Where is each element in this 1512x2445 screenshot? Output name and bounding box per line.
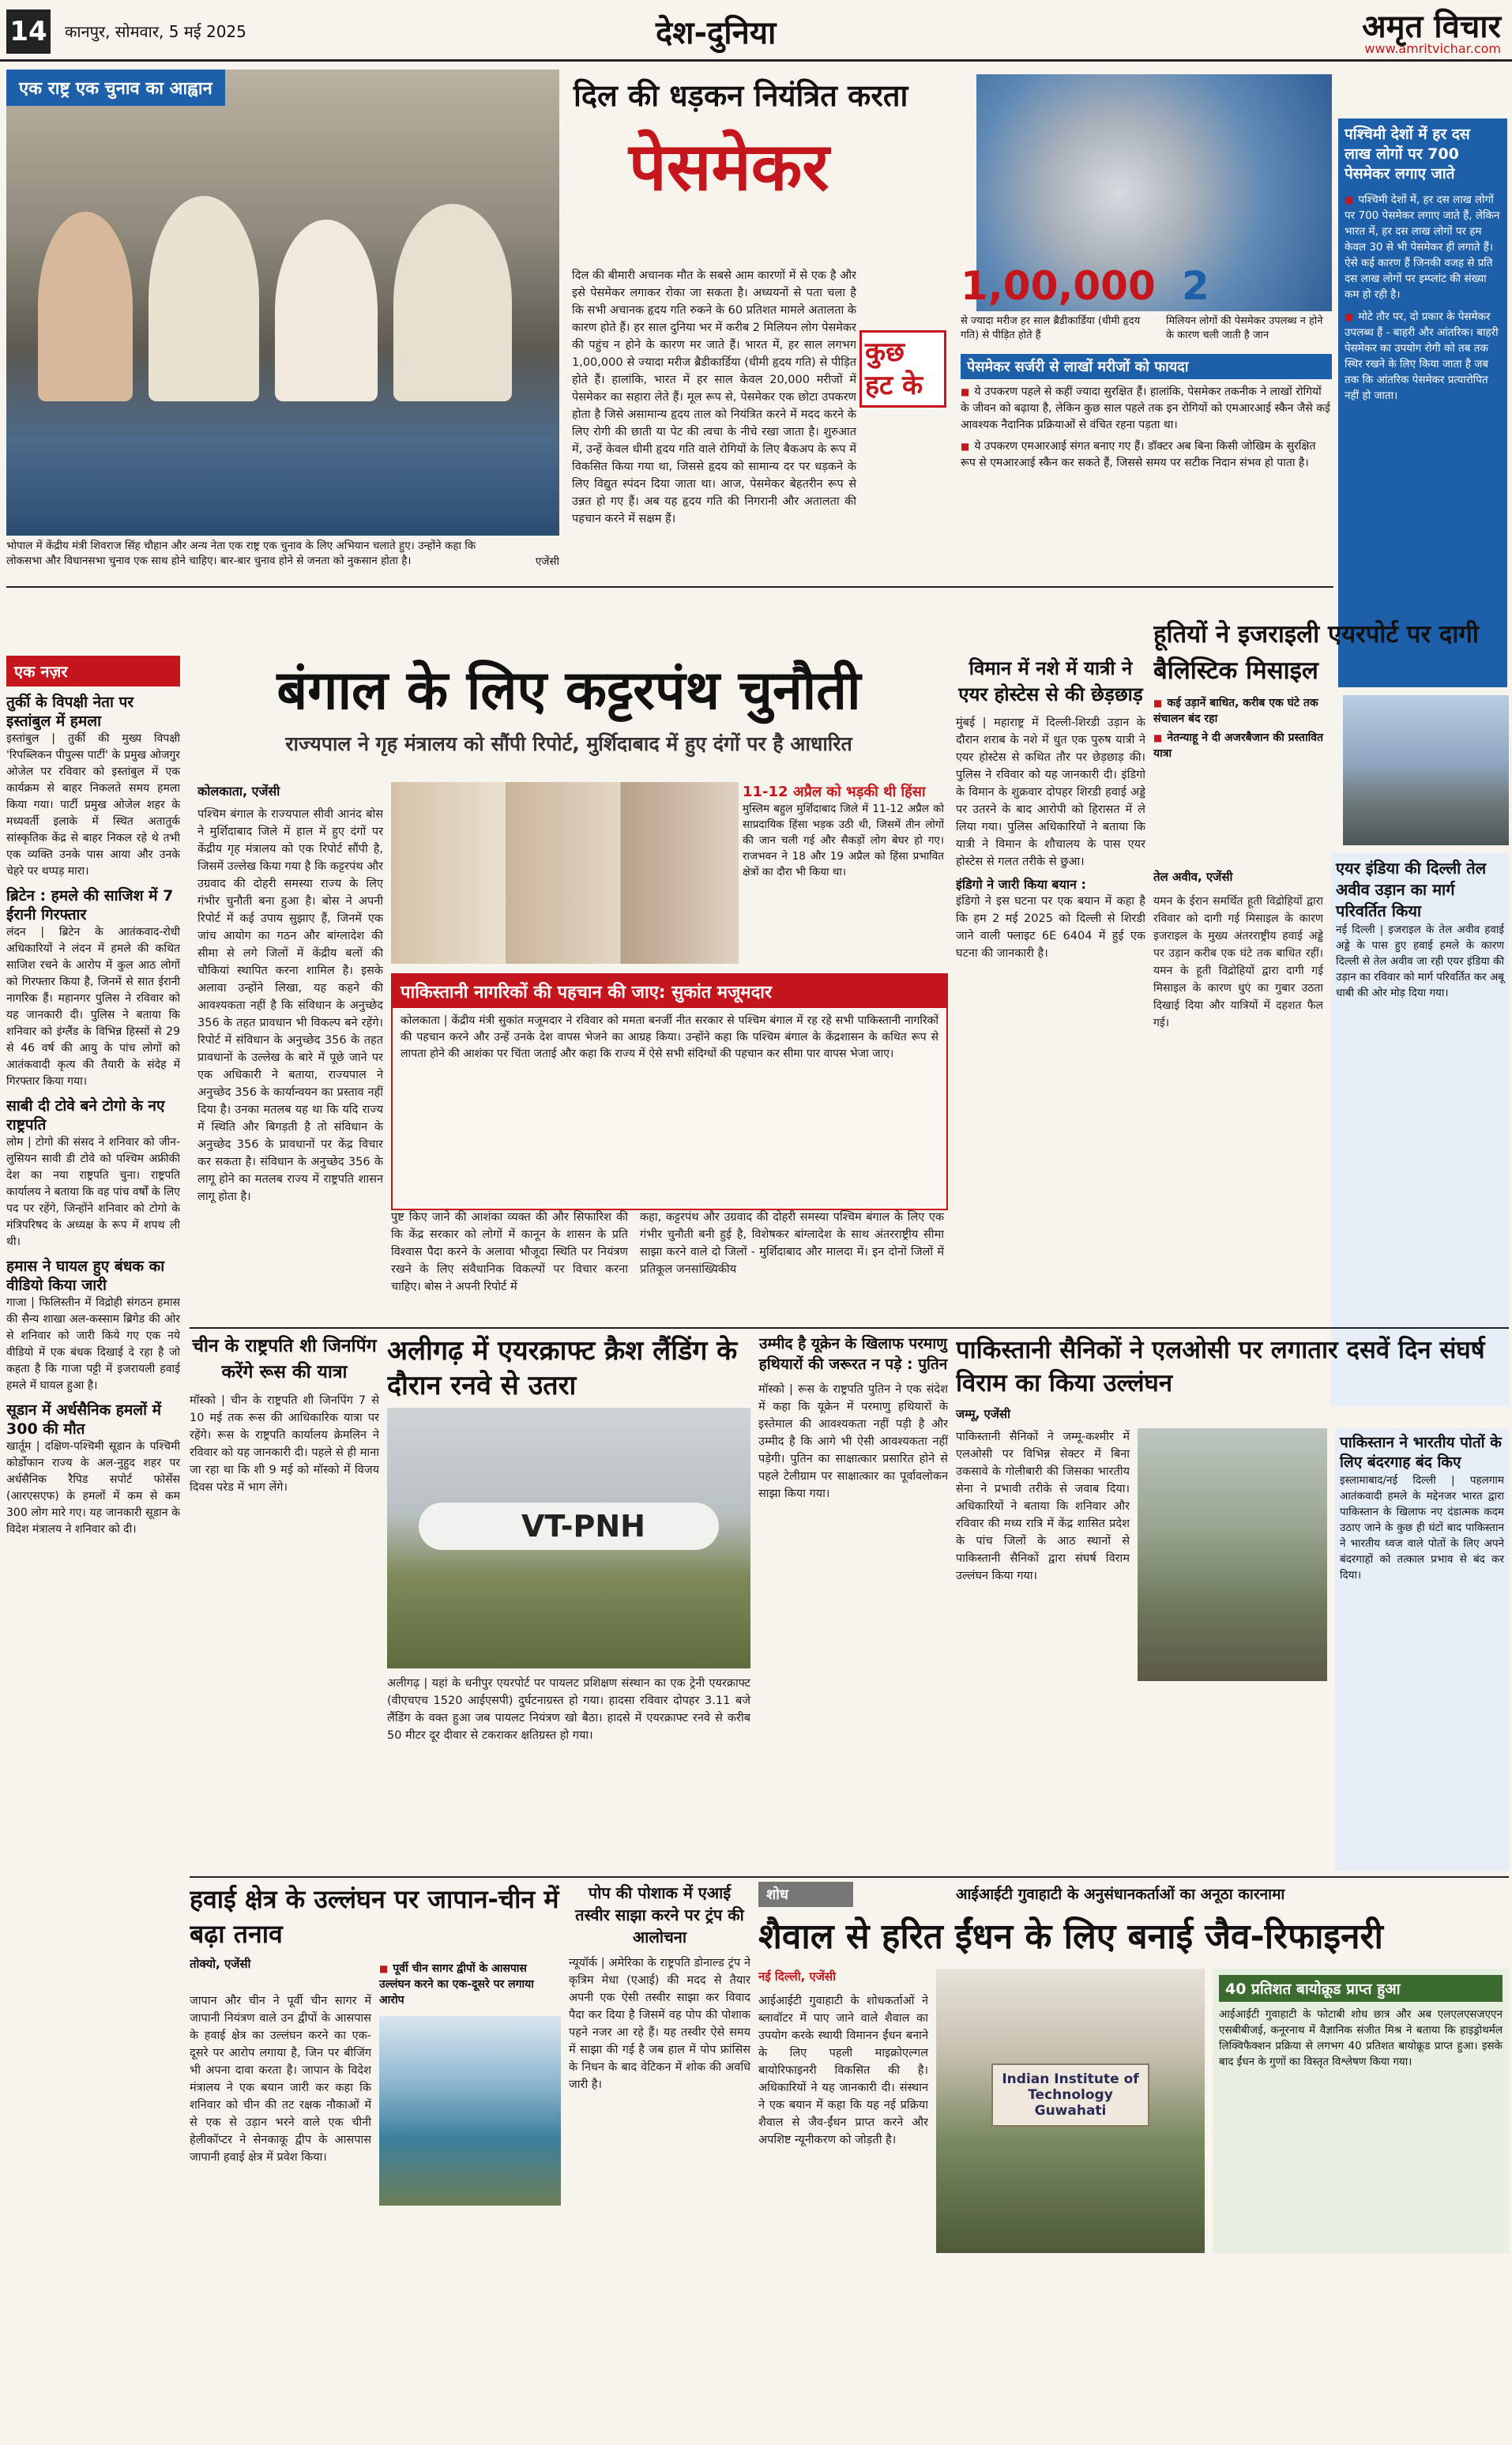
pacemaker-points: ■ ये उपकरण पहले से कहीं ज्यादा सुरक्षित हैं। हालांकि, पेसमेकर तकनीक ने लाखों रोगियों के जीवन को बढ़ाया है, लेकिन कुछ साल पहले तक इन रोगियों को एमआरआई स्कैन जैसे कई आवश्यक नैदानिक प्रक्रियाओं से वंचित रहना पड़ता था। ■ ये उपकरण एमआरआई संगत बनाए गए हैं। डॉक्टर अब बिना किसी जोखिम के सुरक्षित रूप से एमआरआई स्कैन कर सकते हैं, जिससे समय पर सटीक निदान संभव हो पाता है। [961,384,1332,581]
bengal-headline: बंगाल के लिए कट्टरपंथ चुनौती [276,660,861,722]
japan-headline: हवाई क्षेत्र के उल्लंघन पर जापान-चीन में बढ़ा तनाव [190,1884,559,1949]
bengal-dateline: कोलकाता, एजेंसी [197,784,280,799]
loc-headline: पाकिस्तानी सैनिकों ने एलओसी पर लगातार दसवें दिन संघर्ष विराम का किया उल्लंघन [956,1336,1485,1397]
pope-headline: पोप की पोशाक में एआई तस्वीर साझा करने पर ट्रंप की आलोचना [575,1883,744,1947]
divider [6,586,1333,588]
iit-sign: Indian Institute of Technology Guwahati [991,2063,1149,2127]
photo-label: एक राष्ट्र एक चुनाव का आह्वान [6,70,225,106]
shodh-label: शोध [758,1882,853,1907]
brief-item: हमास ने घायल हुए बंधक का वीडियो किया जारी गाजा | फिलिस्तीन में विद्रोही संगठन हमास की सैन्य शाखा अल-कस्साम ब्रिगेड की ओर से शनिवार को जारी किये गए एक नये वीडियो में एक बंधक दिखाई दे रहा है जो कहता है कि गाजा पट्टी में इजरायली हवाई हमले में घायल हुआ है। [6,1258,180,1392]
website-url[interactable]: www.amritvichar.com [1364,41,1501,56]
crowd-figures [38,180,528,401]
stat-one-value: 1,00,000 [961,263,1156,309]
brand-logo: अमृत विचार [1362,9,1501,45]
biocrude-box: 40 प्रतिशत बायोक्रूड प्राप्त हुआ आईआईटी गुवाहाटी के फोटाबी शोध छात्र और अब एलएलएसजएएन एसबीबीजई, कनूरनाथ में वैज्ञानिक संजीत मिश्र ने बताया कि हाइड्रोथर्मल लिक्विफैक्शन प्रक्रिया से लगभग 40 प्रतिशत बायोक्रूड प्राप्त हुआ। इसके बाद ईंधन के गुणों का विस्तृत विश्लेषण किया गया। [1213,1969,1509,2253]
houthi-dateline: तेल अवीव, एजेंसी [1153,870,1233,884]
soldier-photo [1138,1428,1327,1681]
ek-nazar-label: एक नज़र [6,656,180,686]
houthi-headline: हूतियों ने इजराइली एयरपोर्ट पर दागी बैलिस्टिक मिसाइल [1153,620,1479,685]
brief-item: सूडान में अर्धसैनिक हमलों में 300 की मौत खार्तूम | दक्षिण-पश्चिमी सूडान के पश्चिमी कोर्डोफान राज्य के अल-नुहुद शहर पर अर्धसैनिक रैपिड सपोर्ट फोर्सेस (आरएसएफ) के हमलों में कम से कम 300 लोग मारे गए। यह जानकारी सूडान के विदेश मंत्रालय ने शनिवार को दी। [6,1401,180,1536]
pakistani-identification-story: पाकिस्तानी नागरिकों की पहचान की जाए: सुकांत मजूमदार कोलकाता | केंद्रीय मंत्री सुकांत मजूमदार ने रविवार को ममता बनर्जी नीत सरकार से पश्चिम बंगाल में रह रहे सभी पाकिस्तानी नागरिकों की पहचान करने और उन्हें उनके देश वापस भेजने का आग्रह किया। उन्होंने कहा कि पश्चिम बंगाल के केंद्रशासन के कथित रूप से लापता होने की आशंका पर चिंता जताई और कहा कि राज्य में ऐसे सभी संदिग्धों की पहचान कर सीमा पार वापस भेजा जाए। [391,973,948,1210]
houthi-bullet-two: ■ नेतन्याहू ने दी अजरबैजान की प्रस्तावित यात्रा [1153,730,1335,762]
bengal-deck: राज्यपाल ने गृह मंत्रालय को सौंपी रिपोर्ट, मुर्शिदाबाद में हुए दंगों पर है आधारित [285,732,852,755]
air-india-box: एयर इंडिया की दिल्ली तेल अवीव उड़ान का मार्ग परिवर्तित किया नई दिल्ली | इजराइल के तेल अवीव हवाई अड्डे के पास हुए हवाई हमले के कारण दिल्ली से तेल अवीव जा रही एयर इंडिया की उड़ान का रविवार को मार्ग परिवर्तित कर अबू धाबी की ओर मोड़ दिया गया। [1331,853,1509,1406]
photo-credit: एजेंसी [535,555,559,568]
aircraft-registration: VT-PNH [521,1509,645,1544]
bengal-body-col2: पुष्ट किए जाने की आशंका व्यक्त की और सिफारिश की कि केंद्र सरकार को लोगों में कानून के शासन के प्रति विश्वास पैदा करने के अलावा भौजूदा स्थिति पर नियंत्रण रखने के लिए संवैधानिक विकल्पों पर विचार करना चाहिए। बोस ने अपनी रिपोर्ट में [391,1211,628,1293]
houthi-body: यमन के ईरान समर्थित हूती विद्रोहियों द्वारा रविवार को दागी गई मिसाइल के कारण इजराइल के मुख्य अंतरराष्ट्रीय हवाई अड्डे पर उड़ान करीब एक घंटे तक बाधित रहीं। यमन के हूती विद्रोहियों द्वारा दागी गई मिसाइल के कारण धुएं का गुबार उठता दिखाई दिया और यात्रियों में दहशत फैल गई। [1153,895,1323,1029]
page-number: 14 [6,9,51,54]
houthi-bullet-one: ■ कई उड़ानें बाधित, करीब एक घंटे तक संचालन बंद रहा [1153,695,1335,727]
algae-biorefinery-story [758,1882,1509,2435]
divider [190,1876,1509,1878]
pacemaker-headline: दिल की धड़कन नियंत्रित करता [574,78,908,113]
loc-dateline: जम्मू, एजेंसी [956,1407,1010,1421]
japan-china-story [190,1882,561,2435]
china-president-story: चीन के राष्ट्रपति शी जिनपिंग करेंगे रूस की यात्रा मॉस्को | चीन के राष्ट्रपति शी जिनपिंग 7 से 10 मई तक रूस की आधिकारिक यात्रा पर रहेंगे। रूस के राष्ट्रपति कार्यालय क्रेमलिन ने रविवार को यह जानकारी दी। पहले से ही माना जा रहा था कि शी 9 मई को मॉस्को में विजय दिवस परेड में भाग लेंगे। [190,1333,379,1855]
brief-item: साबी दी टोवे बने टोगो के नए राष्ट्रपति लोम | टोगो की संसद ने शनिवार को जीन-लुसियन सावी डी टोवे को पश्चिम अफ्रीकी देश का नया राष्ट्रपति चुना। राष्ट्रपति कार्यालय ने बताया कि वह पांच वर्षों के लिए पद पर रहेंगे, जिन्होंने शनिवार को टोगो के मंत्रिपरिषद के अध्यक्ष के रूप में शपथ ली थी। [6,1097,180,1248]
loc-body: पाकिस्तानी सैनिकों ने जम्मू-कश्मीर में एलओसी पर विभिन्न सेक्टर में बिना उकसावे के गोलीबारी की जिसका भारतीय सेना ने प्रभावी तरीके से जवाब दिया। अधिकारियों ने बताया कि शनिवार और रविवार की मध्य रात्रि में केंद्र शासित प्रदेश के पांच जिलों के आठ स्थानों से पाकिस्तानी सैनिकों द्वारा संघर्ष विराम उल्लंघन किया गया। [956,1431,1130,1582]
kuch-hat-ke-tag: कुछ हट के [859,330,946,408]
pacemaker-sidebar: पश्चिमी देशों में हर दस लाख लोगों पर 700 पेसमेकर लगाए जाते ■ पश्चिमी देशों में, हर दस लाख लोगों पर 700 पेसमेकर लगाए जाते हैं, लेकिन भारत में, हर दस लाख लोगों पर हम केवल 30 से भी पेसमेकर ही लगाते हैं। ऐसे कई कारण हैं जिनकी वजह से प्रति दस लाख लोगों पर इम्प्लांट की संख्या कम हो रही है। ■ मोटे तौर पर, दो प्रकार के पेसमेकर उपलब्ध हैं - बाहरी और आंतरिक। बाहरी पेसमेकर का उपयोग रोगी को तब तक स्थिर रखने के लिए किया जाता है जब तक कि आंतरिक पेसमेकर प्रत्यारोपित नहीं हो जाता। [1338,118,1507,687]
ek-nazar-column [6,656,180,2441]
japan-bullet: ■ पूर्वी चीन सागर द्वीपों के आसपास उल्लंघन करने का एक-दूसरे पर लगाया आरोप [379,1961,561,2008]
japan-dateline: तोक्यो, एजेंसी [190,1957,251,1971]
aligarh-headline: अलीगढ़ में एयरक्राफ्ट क्रैश लैंडिंग के दौरान रनवे से उतरा [387,1335,738,1401]
airport-photo [1343,695,1509,845]
pacemaker-feature [566,70,1332,583]
pacemaker-body: दिल की बीमारी अचानक मौत के सबसे आम कारणों में से एक है और इसे पेसमेकर लगाकर रोका जा सकता है। अध्ययनों से पता चला है कि सभी अचानक हृदय गति रुकने के 60 प्रतिशत मामले अतालता के कारण होते हैं। हर साल दुनिया भर में करीब 2 मिलियन लोग पेसमेकर की पहुंच न होने के कारण मर जाते हैं। भारत में, हर साल लगभग 1,00,000 से ज्यादा मरीज ब्रैडीकार्डिया (धीमी हृदय गति) से पीड़ित होते हैं। हालांकि, भारत में हर साल केवल 20,000 मरीजों में पेसमेकर का सहारा लेते हैं। मूल रूप से, पेसमेकर एक छोटा उपकरण होता है जिसे असामान्य हृदय ताल को नियंत्रित करने में मदद करने के लिए रोगी की छाती या पेट की त्वचा के नीचे रखा जाता है। शुरुआत में, उन्हें केवल धीमी हृदय गति वाले रोगियों के लिए बैकअप के रूप में विकसित किया गया था, जिससे हृदय को सामान्य दर पर धड़कने के लिए विद्युत स्पंदन दिया जाता था। आज, पेसमेकर बेहतरीन रूप से उन्नत हो गए हैं। अब यह हृदय गति की निगरानी और अतालता की पहचान करने में सक्षम हैं। [572,269,856,525]
pacemaker-subhead: पेसमेकर सर्जरी से लाखों मरीजों को फायदा [961,354,1332,379]
iit-campus-photo [936,1969,1205,2253]
shodh-headline: शैवाल से हरित ईंधन के लिए बनाई जैव-रिफाइनरी [758,1917,1383,1957]
ukraine-headline: उम्मीद है यूक्रेन के खिलाफ परमाणु हथियारों की जरूरत न पड़े : पुतिन [758,1335,948,1373]
brief-item: तुर्की के विपक्षी नेता पर इस्तांबुल में हमला इस्तांबुल | तुर्की की मुख्य विपक्षी 'रिपब्लिकन पीपुल्स पार्टी' के प्रमुख ओजगुर ओजेल पर रविवार को इस्तांबुल में एक कार्यक्रम से बाहर निकलते समय हमला किया गया। पार्टी प्रमुख ओजेल शहर के मध्यवर्ती इलाके में स्थित अतातुर्क सांस्कृतिक केंद्र से बाहर निकल रहे थे तभी एक व्यक्ति उनके पास आया और उनके चेहरे पर थप्पड़ मारा। [6,694,180,878]
photo-one-nation-election [6,70,559,536]
pacemaker-title: पेसमेकर [629,128,829,205]
shodh-body: आईआईटी गुवाहाटी के शोधकर्ताओं ने ब्लावॉटर में पाए जाने वाले शैवाल का उपयोग करके स्थायी विमानन ईंधन बनाने के लिए पहली माइक्रोएल्गल बायोरिफाइनरी विकसित की है। अधिकारियों ने यह जानकारी दी। संस्थान ने एक बयान में कहा कि यह नई प्रक्रिया शैवाल से जैव-ईंधन प्राप्त करने और अपशिष्ट न्यूनीकरण को जोड़ती है। [758,1995,928,2146]
sidebar-title: पश्चिमी देशों में हर दस लाख लोगों पर 700 पेसमेकर लगाए जाते [1345,126,1470,182]
stat-one-caption: से ज्यादा मरीज हर साल ब्रैडीकार्डिया (धीमी हृदय गति) से पीड़ित होते हैं [961,315,1141,341]
divider [190,1327,1509,1329]
stat-two-caption: मिलियन लोगों की पेसमेकर उपलब्ध न होने के कारण चली जाती है जान [1166,315,1323,341]
loc-ceasefire-story [956,1333,1509,1871]
date-line: कानपुर, सोमवार, 5 मई 2025 [65,22,246,41]
masthead [0,0,1512,62]
pak-id-headline: पाकिस्तानी नागरिकों की पहचान की जाए: सुकांत मजूमदार [393,975,946,1008]
ports-box: पाकिस्तान ने भारतीय पोतों के लिए बंदरगाह बंद किए इस्लामाबाद/नई दिल्ली | पहलगाम आतंकवादी हमले के मद्देनजर भारत द्वारा पाकिस्तान के खिलाफ नए दंडात्मक कदम उठाए जाने के कुछ ही घंटों बाद पाकिस्तान ने भारतीय ध्वज वाले पोतों के लिए अपने बंदरगाहों को तत्काल प्रभाव से बंद कर दिया। [1335,1428,1509,1871]
aircraft-photo [387,1408,750,1668]
brief-item: ब्रिटेन : हमले की साजिश में 7 ईरानी गिरफ्तार लंदन | ब्रिटेन के आतंकवाद-रोधी अधिकारियों ने लंदन में हमले की कथित साजिश रचने के आरोप में कुल आठ लोगों को गिरफ्तार किया है, जिनमें से सात ईरानी नागरिक हैं। महानगर पुलिस ने रविवार को यह जानकारी दी। पुलिस ने बताया कि शनिवार को इंग्लैंड के विभिन्न हिस्सों से 29 से 46 वर्ष की आयु के पांच लोगों को आतंकवादी कृत्य की तैयारी के संदेह में गिरफ्तार किया गया। [6,887,180,1088]
leaders-photo [391,782,739,964]
pope-ai-image-story: पोप की पोशाक में एआई तस्वीर साझा करने पर ट्रंप की आलोचना न्यूयॉर्क | अमेरिका के राष्ट्रपति डोनाल्ड ट्रंप ने कृत्रिम मेधा (एआई) की मदद से तैयार अपनी एक ऐसी तस्वीर साझा कर विवाद पैदा कर दिया है जिसमें वह पोप की पोशाक पहने नजर आ रहे हैं। यह तस्वीर ऐसे समय में साझा की गई है जब हाल में पोप फ्रांसिस के निधन के बाद वेटिकन में शोक की अवधि जारी है। [569,1883,750,2091]
shodh-dateline: नई दिल्ली, एजेंसी [758,1969,836,1984]
ukraine-nuclear-story: उम्मीद है यूक्रेन के खिलाफ परमाणु हथियारों की जरूरत न पड़े : पुतिन मॉस्को | रूस के राष्ट्रपति पुतिन ने एक संदेश में कहा कि यूक्रेन में परमाणु हथियारों के इस्तेमाल की आवश्यकता नहीं पड़ी है और उम्मीद है कि आगे भी ऐसी आवश्यकता नहीं पड़ेगी। पुतिन का साक्षात्कार प्रसारित होने से पहले टेलीग्राम पर साक्षात्कार का पूर्वावलोकन साझा किया गया। [758,1335,948,1500]
aligarh-crash-story: अलीगढ़ में एयरक्राफ्ट क्रैश लैंडिंग के दौरान रनवे से उतरा VT-PNH अलीगढ़ | यहां के धनीपुर एयरपोर्ट पर पायलट प्रशिक्षण संस्थान का एक ट्रेनी एयरक्राफ्ट (वीएचएच 1520 आईएसपी) दुर्घटनाग्रस्त हो गया। हादसा रविवार दोपहर 3.11 बजे लैंडिंग के वक्त हुआ जब पायलट नियंत्रण खो बैठा। हादसे में एयरक्राफ्ट रनवे से करीब 50 मीटर दूर दीवार से टकराकर क्षतिग्रस्त हो गया। [387,1335,750,1742]
bengal-body: पश्चिम बंगाल के राज्यपाल सीवी आनंद बोस ने मुर्शिदाबाद जिले में हाल में हुए दंगों पर केंद्रीय गृह मंत्रालय को एक रिपोर्ट सौंपी है, जिसमें उल्लेख किया गया है कि कट्टरपंथ और उग्रवाद की दोहरी समस्या राज्य के लिए गंभीर चुनौती बना हुआ है। बोस ने अपनी रिपोर्ट में कई उपाय सुझाए हैं, जिनमें एक जांच आयोग का गठन और बांग्लादेश की सीमा से लगे जिलों में केंद्रीय बलों की चौकियां स्थापित करना शामिल है। इसके अलावा उन्होंने लिखा, यह कहने की आवश्यकता नहीं है कि संविधान के अनुच्छेद 356 के तहत प्रावधान भी विकल्प बने रहेंगे। रिपोर्ट में संविधान के अनुच्छेद 356 के तहत प्रावधानों के उल्लेख के बारे में पूछे जाने पर एक अधिकारी ने बताया, राज्यपाल ने अनुच्छेद 356 के कार्यान्वयन का प्रस्ताव नहीं दिया है। उनका मतलब यह था कि यदि राज्य में स्थिति और बिगड़ती है तो संविधान के अनुच्छेद 356 के प्रावधानों पर केंद्र विचार कर सकता है। संविधान के अनुच्छेद 356 के लागू होने का मतलब राज्य में राष्ट्रपति शासन लागू होता है। [197,808,383,1203]
bengal-body-col3: कहा, कट्टरपंथ और उग्रवाद की दोहरी समस्या पश्चिम बंगाल के लिए एक गंभीर चुनौती बनी हुई है, विशेषकर बांग्लादेश के साथ अंतरराष्ट्रीय सीमा साझा करने वाले दो जिलों - मुर्शिदाबाद और मालदा में। इन दोनों जिलों में प्रतिकूल जनसांख्यिकीय [640,1211,944,1276]
section-title: देश-दुनिया [656,15,777,51]
air-hostess-headline: विमान में नशे में यात्री ने एयर होस्टेस से की छेड़छाड़ [958,657,1143,705]
mamata-box: 11-12 अप्रैल को भड़की थी हिंसा मुस्लिम बहुल मुर्शिदाबाद जिले में 11-12 अप्रैल को साप्रदायिक हिंसा भड़क उठी थी, जिसमें तीन लोगों की जान चली गई और सैकड़ों लोग बेघर हो गए। राजभवन ने 18 और 19 अप्रैल को हिंसा प्रभावित क्षेत्रों का दौरा भी किया था। [743,784,944,878]
air-hostess-story: विमान में नशे में यात्री ने एयर होस्टेस से की छेड़छाड़ मुंबई | महाराष्ट्र में दिल्ली-शिरडी उड़ान के दौरान शराब के नशे में धुत एक पुरुष यात्री ने एयर होस्टेस से कथित तौर पर छेड़छाड़ की। पुलिस ने रविवार को यह जानकारी दी। इंडिगो के विमान के शुक्रवार दोपहर शिरडी हवाई अड्डे पर उतरने के बाद आरोपी को हिरासत में ले लिया गया। पुलिस अधिकारियों ने बताया कि यात्री ने विमान के शौचालय के पास एयर होस्टेस से गलत तरीके से छुआ। इंडिगो ने जारी किया बयान : इंडिगो ने इस घटना पर एक बयान में कहा है कि हम 2 मई 2025 को दिल्ली से शिरडी जाने वाली फ्लाइट 6E 6404 में हुई एक घटना की जानकारी है। [956,657,1145,960]
china-headline: चीन के राष्ट्रपति शी जिनपिंग करेंगे रूस की यात्रा [192,1336,377,1382]
shodh-strap: आईआईटी गुवाहाटी के अनुसंधानकर्ताओं का अनूठा कारनामा [956,1886,1285,1903]
photo-caption: भोपाल में केंद्रीय मंत्री शिवराज सिंह चौहान और अन्य नेता एक राष्ट्र एक चुनाव के लिए अभियान चलाते हुए। उन्होंने कहा कि लोकसभा और विधानसभा चुनाव एक साथ होने चाहिए। बार-बार चुनाव होने से जनता को नुकसान होता है। [6,540,476,567]
japan-body: जापान और चीन ने पूर्वी चीन सागर में जापानी नियंत्रण वाले उन द्वीपों के आसपास के हवाई क्षेत्र का उल्लंघन करने का एक-दूसरे पर आरोप लगाया है, जिन पर बीजिंग भी अपना दावा करता है। जापान के विदेश मंत्रालय ने एक बयान जारी कर कहा कि शनिवार को चीन की तट रक्षक नौकाओं में से एक से उड़ान भरने वाले एक चीनी हेलीकॉप्टर ने सेनकाकू द्वीप के आसपास जापानी हवाई क्षेत्र में प्रवेश किया। [190,1995,371,2164]
island-photo [379,2016,561,2206]
stat-two-value: 2 [1182,263,1209,309]
